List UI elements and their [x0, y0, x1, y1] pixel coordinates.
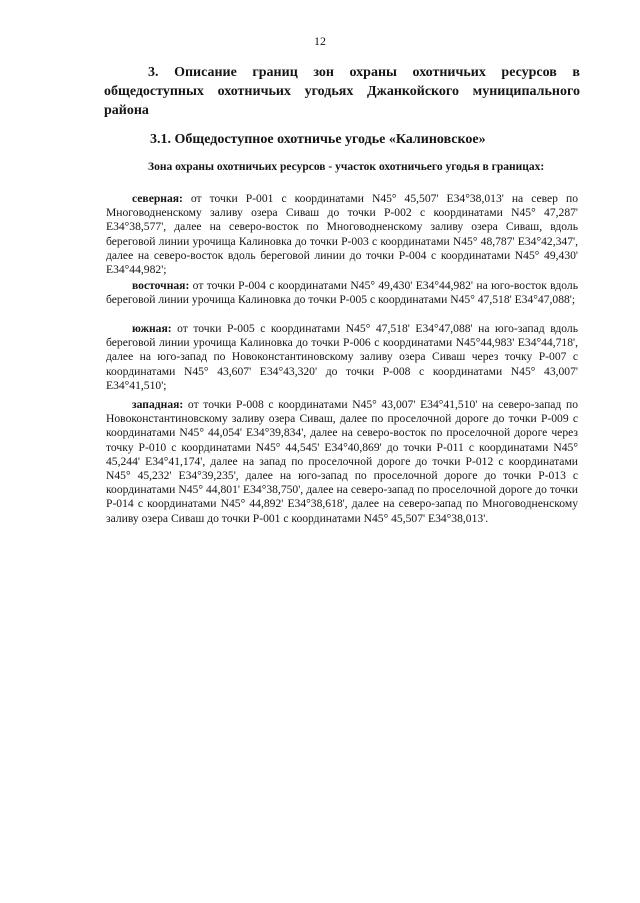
page-number: 12 [314, 34, 326, 48]
boundary-north-text: от точки Р-001 с координатами N45° 45,507' Е34°38,013' на север по Многоводненскому заливу озера Сиваш до точки Р-002 с координатами N45° 47,287' Е34°38,577', далее на северо-восток по Многоводненскому заливу озера Сиваш, вдоль береговой линии урочища Калиновка до точки Р-003 с координатами N45° 48,787' Е34°42,347', далее на северо-восток вдоль береговой линии до точки Р-004 с координатами N45° 49,430' Е34°44,982'; [106, 192, 578, 277]
boundary-west-label: западная: [132, 398, 184, 411]
boundary-east-text: от точки Р-004 с координатами N45° 49,430' Е34°44,982' на юго-восток вдоль береговой линии урочища Калиновка до точки Р-005 с координатами N45° 47,518' Е34°47,088'; [106, 279, 578, 307]
boundary-east-paragraph [106, 279, 578, 307]
section-title: 3. Описание границ зон охраны охотничьих ресурсов в общедоступных охотничьих угодьях Джанкойского муниципального района [104, 65, 580, 118]
boundary-south-paragraph [106, 322, 578, 393]
boundary-north-label: северная: [132, 192, 183, 205]
boundary-west-text: от точки Р-008 с координатами N45° 43,007' Е34°41,510' на северо-запад по Новоконстантиновскому заливу озера Сиваш, далее по проселочной дороге до точки Р-009 с координатами N45° 44,054' Е34°39,834', далее на северо-восток по проселочной дороге через точку Р-010 с координатами N45° 44,545' Е34°40,869' до точки Р-011 с координатами N45° 45,244' Е34°41,174', далее на запад по проселочной дороге до точки Р-012 с координатами N45° 45,232' Е34°39,235', далее на юго-запад по проселочной дороге до точки Р-013 с координатами N45° 44,801' Е34°38,750', далее на северо-запад по проселочной дороге до точки Р-014 с координатами N45° 44,892' Е34°38,618', далее на северо-запад по Многоводненскому заливу озера Сиваш до точки Р-001 с координатами N45° 45,507' Е34°38,013'. [106, 398, 578, 525]
boundary-east-label: восточная: [132, 279, 190, 292]
boundary-south-label: южная: [132, 322, 172, 335]
boundary-west-paragraph [106, 398, 578, 526]
zone-intro: Зона охраны охотничьих ресурсов - участок охотничьего угодья в границах: [148, 161, 545, 173]
boundary-south-text: от точки Р-005 с координатами N45° 47,518' Е34°47,088' на юго-запад вдоль береговой линии урочища Калиновка до точки Р-006 с координатами N45°44,983' Е34°44,718', далее на юго-запад по Новоконстантиновскому заливу озера Сиваш через точку Р-007 с координатами N45° 43,607' Е34°43,320' до точки Р-008 с координатами N45° 43,007' Е34°41,510'; [106, 322, 578, 392]
boundary-north-paragraph [106, 192, 578, 277]
subsection-title: 3.1. Общедоступное охотничье угодье «Калиновское» [150, 132, 486, 147]
